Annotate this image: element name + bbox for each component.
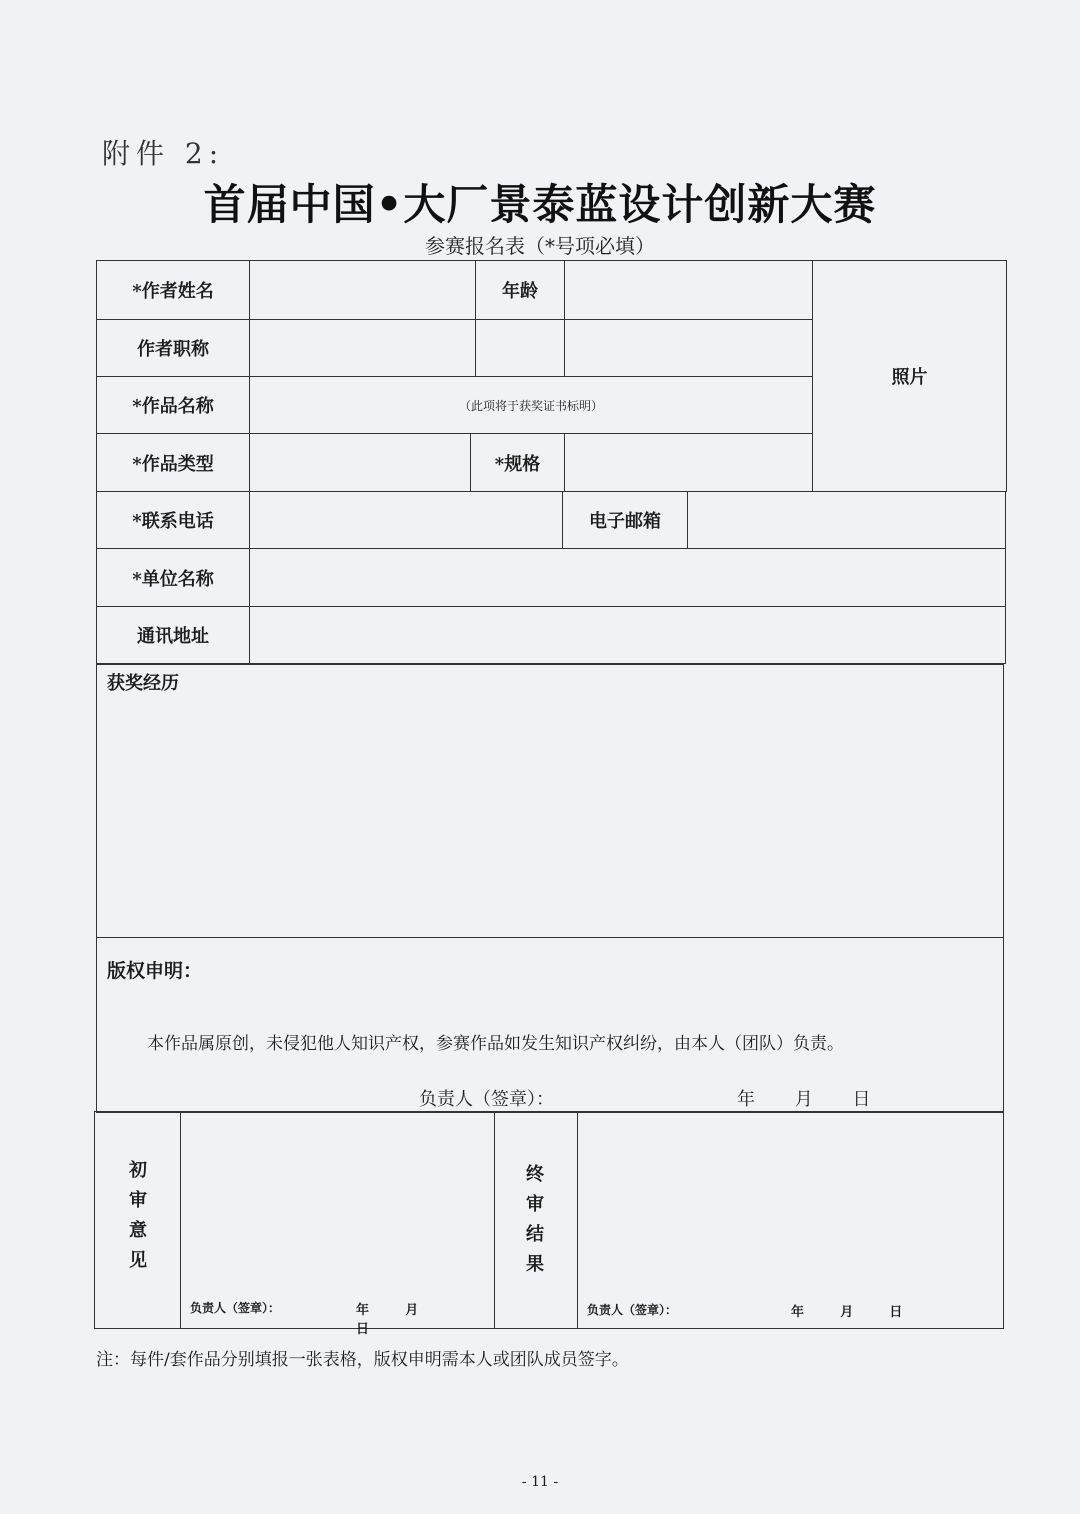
review-table [94, 1111, 1004, 1337]
email-label: 电子邮箱 [562, 491, 688, 549]
initial-review-year: 年 [356, 1303, 370, 1318]
age-field[interactable] [564, 260, 813, 320]
copyright-month: 月 [794, 1089, 813, 1110]
initial-review-field[interactable] [180, 1112, 495, 1337]
address-field[interactable] [249, 606, 1006, 664]
copyright-text: 本作品属原创，未侵犯他人知识产权，参赛作品如发生知识产权纠纷，由本人（团队）负责。 [147, 1034, 844, 1054]
spec-field[interactable] [564, 433, 813, 492]
author-name-field[interactable] [249, 260, 476, 320]
work-type-field[interactable] [249, 433, 471, 492]
award-history-box[interactable] [96, 664, 1004, 938]
initial-review-day: 日 [356, 1322, 370, 1337]
work-name-field[interactable]: （此项将于获奖证书标明） [249, 376, 813, 434]
form-subtitle: 参赛报名表（*号项必填） [425, 234, 655, 258]
author-title-extra-cell[interactable] [475, 319, 565, 377]
initial-review-date [356, 1299, 494, 1337]
spec-label: *规格 [470, 433, 565, 492]
copyright-heading: 版权申明： [107, 960, 203, 982]
work-name-label: *作品名称 [96, 376, 250, 434]
initial-review-sign: 负责人（签章）： [190, 1301, 281, 1315]
author-title-label: 作者职称 [96, 319, 250, 377]
copyright-box [96, 937, 1004, 1113]
final-review-day: 日 [889, 1305, 903, 1320]
page-title: 首届中国•大厂景泰蓝设计创新大赛 [203, 180, 877, 229]
final-review-char: 终 [526, 1164, 544, 1185]
org-field[interactable] [249, 548, 1006, 607]
attachment-label: 附件 2: [102, 137, 225, 170]
org-label: *单位名称 [96, 548, 250, 607]
final-review-char: 结 [526, 1224, 544, 1245]
registration-grid [96, 260, 1006, 666]
final-review-sign: 负责人（签章）： [587, 1303, 678, 1317]
photo-box[interactable]: 照片 [812, 260, 1007, 492]
age-label: 年龄 [475, 260, 565, 320]
author-name-label: *作者姓名 [96, 260, 250, 320]
initial-review-char: 审 [129, 1190, 147, 1211]
work-type-label: *作品类型 [96, 433, 250, 492]
author-title-extra-field[interactable] [564, 319, 813, 377]
footer-note: 注：每件/套作品分别填报一张表格，版权申明需本人或团队成员签字。 [96, 1350, 629, 1370]
initial-review-label-cell [95, 1112, 181, 1328]
page-number: - 11 - [521, 1474, 559, 1490]
final-review-char: 果 [526, 1254, 544, 1275]
author-title-field[interactable] [249, 319, 476, 377]
address-label: 通讯地址 [96, 606, 250, 664]
copyright-day: 日 [852, 1089, 871, 1110]
email-field[interactable] [687, 491, 1006, 549]
copyright-date [737, 1085, 904, 1111]
initial-review-label [127, 1156, 149, 1276]
final-review-date [791, 1301, 934, 1320]
initial-review-char: 意 [129, 1220, 147, 1241]
copyright-year: 年 [737, 1089, 755, 1110]
initial-review-char: 见 [129, 1250, 147, 1271]
initial-review-char: 初 [129, 1160, 147, 1181]
final-review-month: 月 [840, 1305, 854, 1320]
phone-label: *联系电话 [96, 491, 250, 549]
copyright-sign-label: 负责人（签章）： [419, 1089, 554, 1110]
initial-review-month: 月 [405, 1303, 419, 1318]
award-history-label: 获奖经历 [107, 673, 179, 694]
final-review-field[interactable] [577, 1112, 1004, 1328]
final-review-year: 年 [791, 1305, 805, 1320]
final-review-label-cell [494, 1112, 578, 1328]
final-review-char: 审 [526, 1194, 544, 1215]
phone-field[interactable] [249, 491, 563, 549]
final-review-label [524, 1160, 546, 1280]
